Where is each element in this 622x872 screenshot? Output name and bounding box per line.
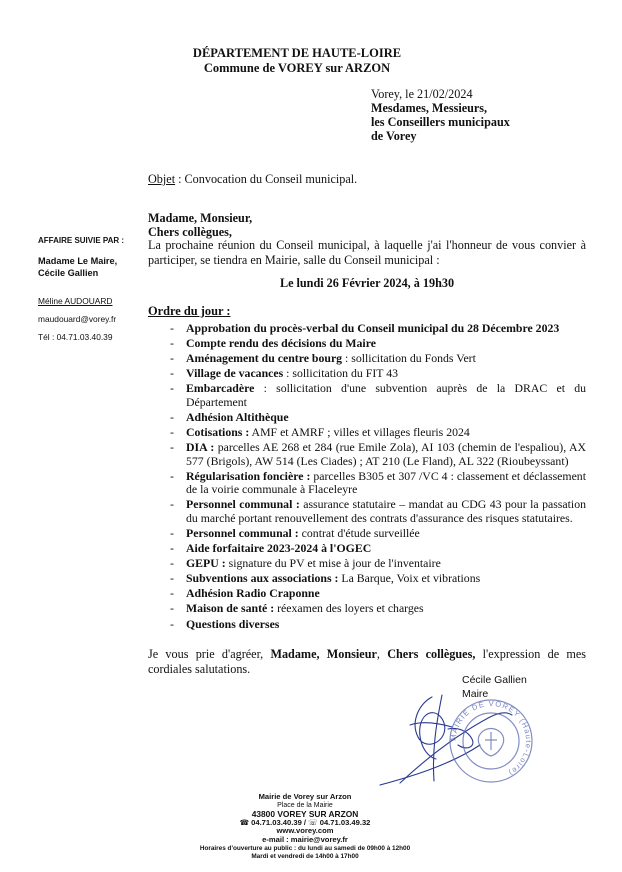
agenda-item — [148, 322, 586, 336]
agenda-item — [148, 337, 586, 351]
agenda-item-title: Subventions aux associations : — [186, 571, 339, 586]
agenda-item-text: parcelles B305 et 307 /VC 4 : classement et déclassement de la voirie communale à Flaceleyre — [186, 468, 586, 497]
agenda-item — [148, 602, 586, 616]
closing-bold-2: Chers collègues, — [387, 647, 476, 661]
footer-line-7: Horaires d'ouverture au public : du lundi au samedi de 09h00 à 12h00 — [199, 844, 411, 852]
agenda-item-text: : sollicitation du FIT 43 — [283, 366, 399, 381]
agenda-list — [148, 322, 586, 631]
footer — [0, 793, 616, 862]
agenda-item-title: Aide forfaitaire 2023-2024 à l'OGEC — [186, 541, 372, 556]
agenda-item-text: : sollicitation d'une subvention auprès de la DRAC et du Département — [186, 381, 586, 409]
signatory-role: Maire — [462, 688, 489, 700]
agenda-item — [148, 382, 586, 409]
agenda-item-text: réexamen des loyers et charges — [274, 601, 424, 616]
agenda-item-title: Village de vacances — [186, 366, 284, 381]
agenda-item — [148, 587, 586, 601]
agenda-item — [148, 441, 586, 468]
agenda-item-text: La Barque, Voix et vibrations — [338, 571, 481, 586]
mayor-stamp — [446, 696, 536, 786]
agenda-item-title: Aménagement du centre bourg — [186, 351, 343, 366]
footer-line-6[interactable]: e-mail : mairie@vorey.fr — [262, 834, 348, 844]
agenda-item-title: DIA : — [186, 440, 215, 455]
footer-line-8: Mardi et vendredi de 14h00 à 17h00 — [251, 853, 359, 861]
agenda-item-title: Personnel communal : — [186, 525, 299, 540]
agenda-item-title: GEPU : — [186, 556, 226, 571]
subject-label: Objet — [148, 172, 176, 186]
sidebar-contact-name: Méline AUDOUARD — [38, 296, 113, 306]
place-date: Vorey, le 21/02/2024 — [371, 87, 473, 101]
footer-line-3: 43800 VOREY SUR ARZON — [251, 809, 359, 820]
agenda-item-title: Compte rendu des décisions du Maire — [186, 336, 376, 351]
signatory-name: Cécile Gallien — [462, 674, 527, 686]
meeting-date: Le lundi 26 Février 2024, à 19h30 — [279, 276, 455, 290]
agenda-title: Ordre du jour : — [148, 304, 231, 318]
agenda-item — [148, 557, 586, 571]
footer-line-5[interactable]: www.vorey.com — [276, 826, 334, 836]
agenda-item-title: Régularisation foncière : — [186, 468, 311, 483]
agenda-item — [148, 542, 586, 556]
footer-line-2: Place de la Mairie — [277, 801, 333, 809]
agenda-item-text: contrat d'étude surveillée — [298, 525, 420, 540]
agenda-item — [148, 426, 586, 440]
agenda-item-text: AMF et AMRF ; villes et villages fleuris 2024 — [249, 425, 470, 440]
agenda-item — [148, 498, 586, 525]
closing-paragraph — [148, 647, 586, 676]
agenda-item-title: Embarcadère — [186, 381, 255, 396]
commune-title: Commune de VOREY sur ARZON — [203, 61, 391, 75]
agenda — [148, 304, 586, 633]
footer-line-1: Mairie de Vorey sur Arzon — [258, 792, 352, 801]
greeting-line-2: Chers collègues, — [148, 225, 232, 239]
stamp-text: MAIRIE DE VOREY (Haute-Loire) — [448, 698, 534, 779]
greeting-line-1: Madame, Monsieur, — [148, 211, 253, 225]
agenda-item — [148, 367, 586, 381]
agenda-item-title: Approbation du procès-verbal du Conseil municipal du 28 Décembre 2023 — [186, 321, 560, 335]
closing-part-3: l'expression de mes cordiales salutations. — [148, 647, 587, 676]
sidebar-name-1: Madame Le Maire, — [38, 256, 118, 266]
agenda-item — [148, 470, 586, 497]
agenda-item — [148, 618, 586, 632]
sidebar-email[interactable]: maudouard@vorey.fr — [38, 314, 117, 324]
closing-bold-1: Madame, Monsieur — [270, 647, 377, 661]
agenda-item-title: Personnel communal : — [186, 497, 300, 512]
agenda-item-text: : sollicitation du Fonds Vert — [342, 351, 476, 366]
sidebar-phone: Tél : 04.71.03.40.39 — [38, 332, 113, 342]
agenda-item-text: parcelles AE 268 et 284 (rue Emile Zola), AI 103 (chemin de l'espaliou), AX 577 (Brigols), AW 514 (Les Ciades) ; AT 210 (Le Fland), AL 322 (Rioubeyssant) — [186, 440, 586, 468]
agenda-item-title: Adhésion Altithèque — [186, 409, 289, 424]
footer-line-4: ☎ 04.71.03.40.39 / ☏ 04.71.03.49.32 — [239, 817, 371, 827]
agenda-item — [148, 572, 586, 586]
intro-paragraph: La prochaine réunion du Conseil municipal, à laquelle j'ai l'honneur de vous convier à participer, se tiendra en Mairie, salle du Conseil municipal : — [148, 238, 586, 267]
department-title: DÉPARTEMENT DE HAUTE-LOIRE — [192, 46, 402, 60]
agenda-item — [148, 411, 586, 425]
subject-text: : Convocation du Conseil municipal. — [175, 172, 358, 186]
agenda-item-title: Cotisations : — [186, 425, 250, 440]
sidebar-title: AFFAIRE SUIVIE PAR : — [38, 236, 125, 245]
agenda-item-title: Maison de santé : — [186, 601, 275, 616]
agenda-item-title: Adhésion Radio Craponne — [186, 586, 320, 601]
recipient-line-2: les Conseillers municipaux — [371, 115, 510, 129]
agenda-item — [148, 352, 586, 366]
agenda-item-text: assurance statutaire – mandat au CDG 43 pour la passation du marché portant renouvellement des contrats d'assurance des risques statutaires. — [186, 497, 586, 525]
sidebar-name-2: Cécile Gallien — [38, 268, 99, 278]
closing-part-2: , — [376, 647, 388, 661]
recipient-line-1: Mesdames, Messieurs, — [371, 101, 488, 115]
agenda-item — [148, 527, 586, 541]
recipient-line-3: de Vorey — [371, 129, 417, 143]
closing-part-1: Je vous prie d'agréer, — [148, 647, 271, 661]
agenda-item-text: signature du PV et mise à jour de l'inventaire — [225, 556, 441, 571]
subject-line — [148, 172, 357, 187]
agenda-item-title: Questions diverses — [186, 616, 280, 631]
